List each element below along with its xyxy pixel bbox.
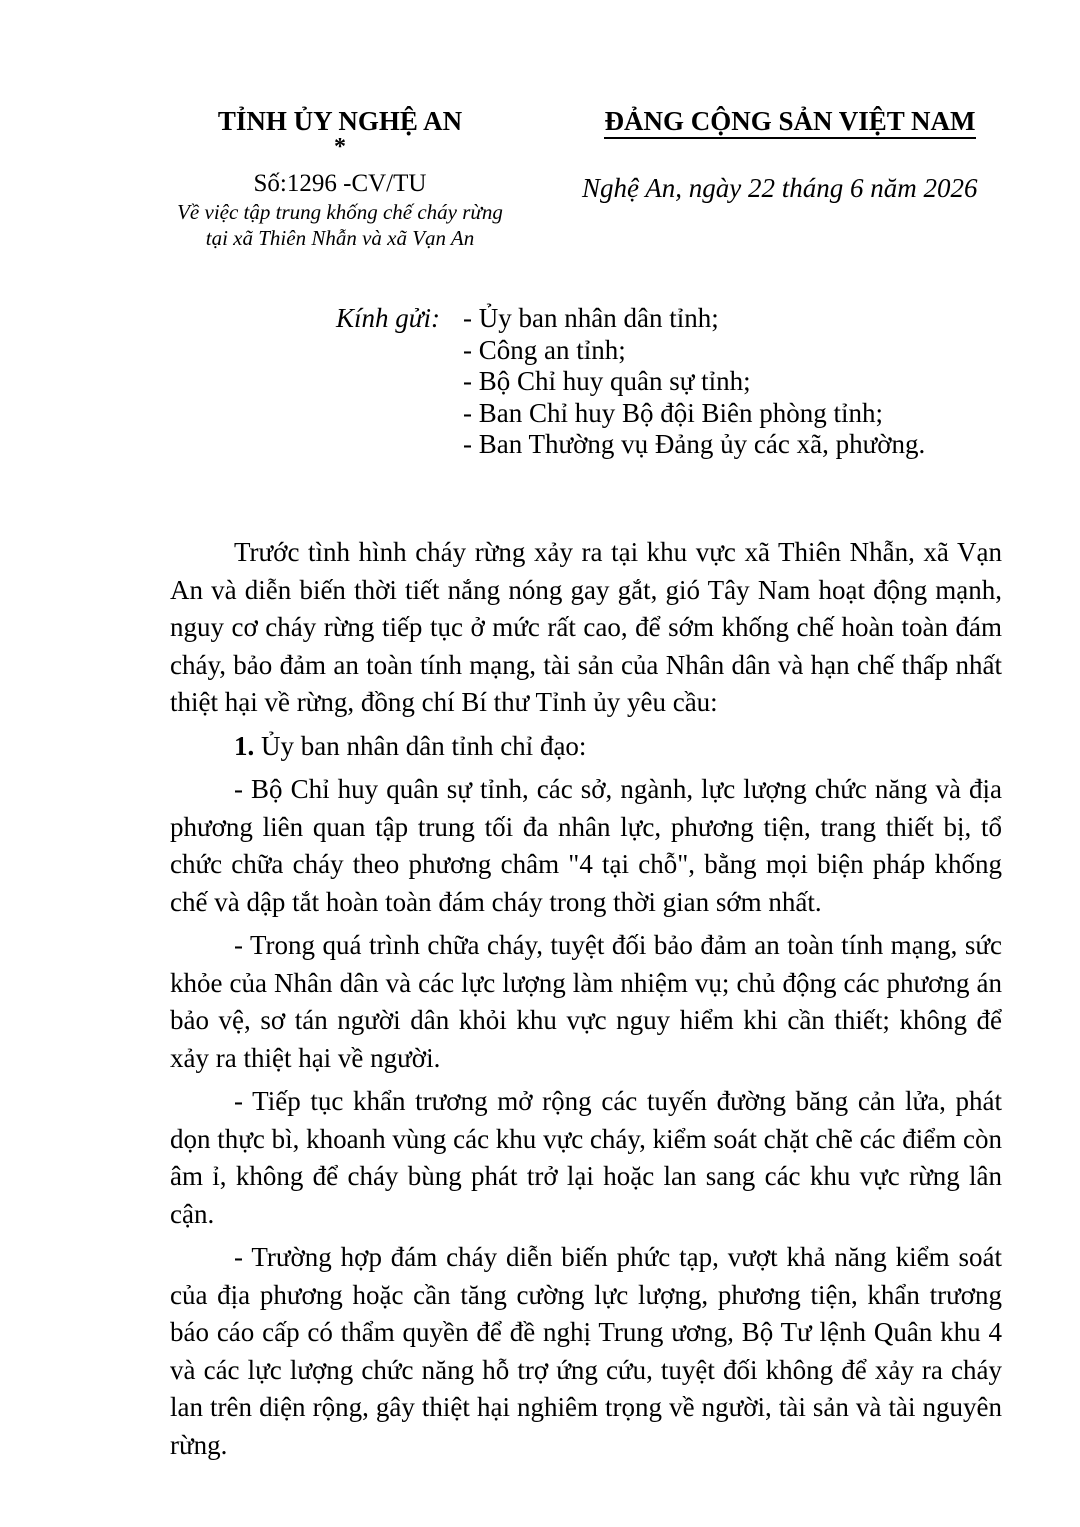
recipients-list — [463, 303, 925, 461]
party-heading: ĐẢNG CỘNG SẢN VIỆT NAM — [604, 105, 975, 139]
issuer-block — [170, 105, 510, 251]
intro-paragraph: Trước tình hình cháy rừng xảy ra tại khu vực xã Thiên Nhẫn, xã Vạn An và diễn biến thời tiết nắng nóng gay gắt, gió Tây Nam hoạt động mạnh, nguy cơ cháy rừng tiếp tục ở mức rất cao, để sớm khống chế hoàn toàn đám cháy, bảo đảm an toàn tính mạng, tài sản của Nhân dân và hạn chế thấp nhất thiệt hại về rừng, đồng chí Bí thư Tỉnh ủy yêu cầu: — [170, 537, 1002, 717]
recipient-item: - Ban Chỉ huy Bộ đội Biên phòng tỉnh; — [463, 397, 884, 428]
section-1-heading — [170, 728, 1002, 766]
section-1-number: 1. — [234, 730, 255, 761]
issuing-organization: TỈNH ỦY NGHỆ AN — [217, 106, 463, 136]
directive-paragraph: - Trường hợp đám cháy diễn biến phức tạp, vượt khả năng kiểm soát của địa phương hoặc cần tăng cường lực lượng, phương tiện, khẩn trương báo cáo cấp có thẩm quyền để đề nghị Trung ương, Bộ Tư lệnh Quân khu 4 và các lực lượng chức năng hỗ trợ ứng cứu, tuyệt đối không để xảy ra cháy lan trên diện rộng, gây thiệt hại nghiêm trọng về người, tài sản và tài nguyên rừng. — [170, 1242, 1002, 1460]
recipient-item: - Công an tỉnh; — [463, 334, 626, 365]
place-and-date: Nghệ An, ngày 22 tháng 6 năm 2026 — [582, 173, 978, 203]
recipient-item: - Bộ Chỉ huy quân sự tỉnh; — [463, 366, 751, 396]
document-body — [170, 534, 1002, 1470]
document-number: Số:1296 -CV/TU — [253, 170, 427, 197]
document-subject-line-1: Về việc tập trung khống chế cháy rừng — [177, 200, 503, 224]
nation-block — [580, 105, 1000, 204]
directive-paragraph: - Bộ Chỉ huy quân sự tỉnh, các sở, ngành, lực lượng chức năng và địa phương liên quan tập trung tối đa nhân lực, phương tiện, trang thiết bị, tổ chức chữa cháy theo phương châm "4 tại chỗ", bằng mọi biện pháp khống chế và dập tắt hoàn toàn đám cháy trong thời gian sớm nhất. — [170, 774, 1002, 917]
directive-paragraph: - Tiếp tục khẩn trương mở rộng các tuyến đường băng cản lửa, phát dọn thực bì, khoanh vùng các khu vực cháy, kiểm soát chặt chẽ các điểm còn âm ỉ, không để cháy bùng phát trở lại hoặc lan sang các khu vực rừng lân cận. — [170, 1086, 1002, 1229]
document-subject-line-2: tại xã Thiên Nhẫn và xã Vạn An — [205, 226, 475, 250]
section-1-title: Ủy ban nhân dân tỉnh chỉ đạo: — [254, 730, 587, 761]
directive-paragraph: - Trong quá trình chữa cháy, tuyệt đối bảo đảm an toàn tính mạng, sức khỏe của Nhân dân và các lực lượng làm nhiệm vụ; chủ động các phương án bảo vệ, sơ tán người dân khỏi khu vực nguy hiểm khi cần thiết; không để xảy ra thiệt hại về người. — [170, 930, 1002, 1073]
recipient-item: - Ban Thường vụ Đảng ủy các xã, phường. — [463, 429, 926, 459]
header-asterisk: * — [334, 134, 346, 160]
recipients-label: Kính gửi: — [336, 303, 440, 333]
recipient-item: - Ủy ban nhân dân tỉnh; — [463, 303, 719, 333]
